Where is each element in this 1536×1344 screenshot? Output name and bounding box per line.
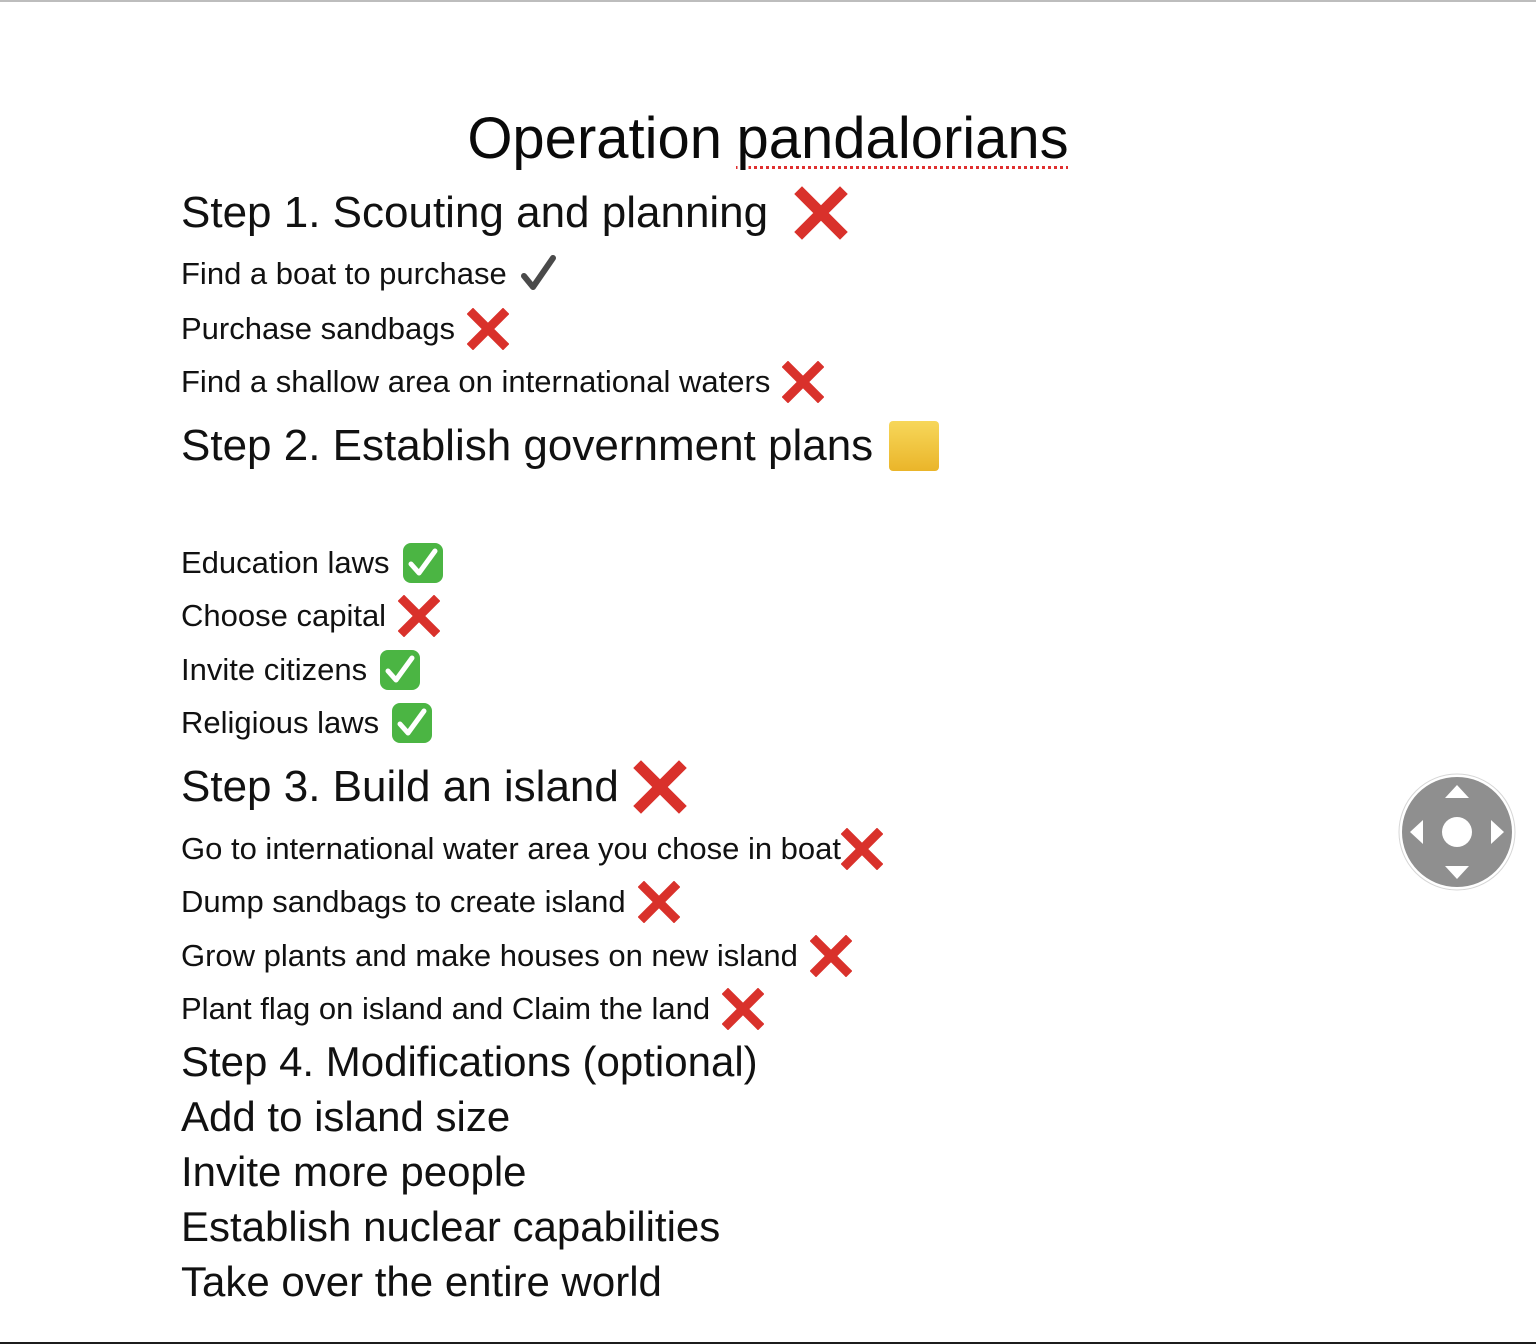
step-heading-text: Step 1. Scouting and planning [181,188,769,237]
task-label: Find a boat to purchase [181,256,507,291]
task-item [181,1092,510,1142]
step-3-heading [181,760,687,814]
red-x-icon [633,760,687,814]
red-x-icon [398,595,440,637]
task-item [181,649,421,691]
task-label: Find a shallow area on international waters [181,364,771,399]
task-item [181,1147,527,1197]
red-x-icon [782,361,824,403]
task-label: Go to international water area you chose in boat [181,831,842,866]
checkmark-icon [519,254,559,294]
red-x-icon [467,308,509,350]
green-check-box-icon [402,542,444,584]
document-title [0,104,1536,174]
move-joystick-icon[interactable] [1398,773,1516,891]
task-item [181,542,444,584]
task-item [181,702,433,744]
step-1-heading [181,186,848,240]
task-label: Dump sandbags to create island [181,884,626,919]
red-x-icon [638,881,680,923]
task-label: Purchase sandbags [181,311,456,346]
green-check-box-icon [379,649,421,691]
task-item [181,881,680,923]
title-word-operation: Operation [467,106,723,171]
red-x-icon [794,186,848,240]
step-2-heading [181,419,941,473]
task-label: Plant flag on island and Claim the land [181,991,711,1026]
red-x-icon [841,828,883,870]
task-label: Grow plants and make houses on new island [181,938,798,973]
red-x-icon [810,935,852,977]
step-heading-text: Step 4. Modifications (optional) [181,1038,758,1085]
step-heading-text: Step 2. Establish government plans [181,421,874,470]
task-item [181,595,440,637]
task-label: Establish nuclear capabilities [181,1203,721,1250]
task-item [181,935,852,977]
task-label: Education laws [181,545,390,580]
green-check-box-icon [391,702,433,744]
task-label: Invite more people [181,1148,527,1195]
task-item [181,361,824,403]
task-item [181,308,509,350]
task-item [181,988,764,1030]
step-heading-text: Step 3. Build an island [181,762,619,811]
task-label: Take over the entire world [181,1258,662,1305]
task-item [181,1202,720,1252]
task-label: Choose capital [181,598,387,633]
title-word-misspelled[interactable]: pandalorians [736,106,1069,171]
task-item [181,254,559,294]
red-x-icon [722,988,764,1030]
task-label: Religious laws [181,705,380,740]
task-label: Invite citizens [181,652,368,687]
task-label: Add to island size [181,1093,511,1140]
task-item [181,1257,662,1307]
step-4-heading [181,1037,758,1087]
task-item [181,828,883,870]
yellow-square-icon [887,419,941,473]
